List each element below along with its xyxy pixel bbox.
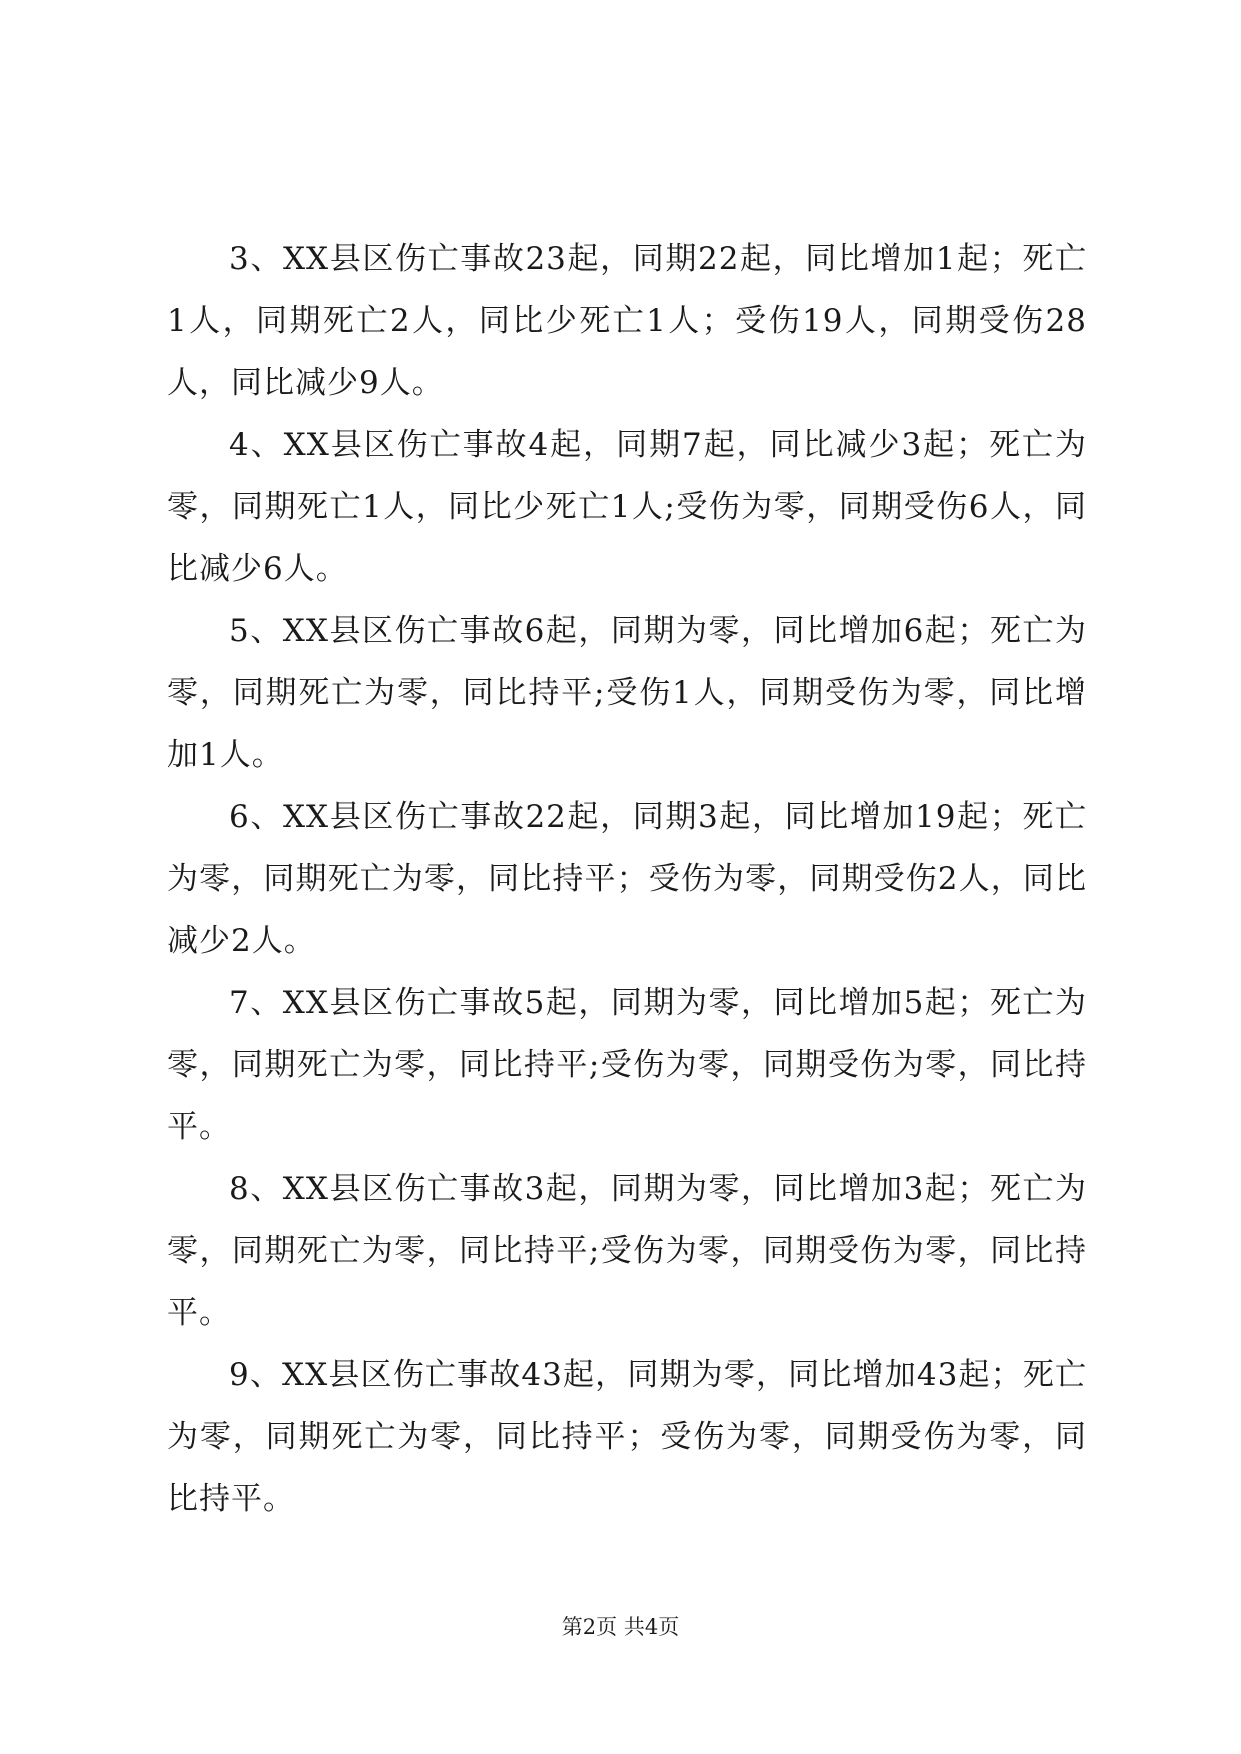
paragraph-item-8: 8、XX县区伤亡事故3起，同期为零，同比增加3起；死亡为零，同期死亡为零，同比持平;受伤为零，同期受伤为零，同比持平。 — [167, 1171, 1087, 1331]
paragraph-item-7: 7、XX县区伤亡事故5起，同期为零，同比增加5起；死亡为零，同期死亡为零，同比持平;受伤为零，同期受伤为零，同比持平。 — [167, 985, 1087, 1145]
document-body — [167, 228, 1087, 1530]
paragraph-item-9: 9、XX县区伤亡事故43起，同期为零，同比增加43起；死亡为零，同期死亡为零，同比持平；受伤为零，同期受伤为零，同比持平。 — [167, 1357, 1087, 1517]
page-number-footer: 第2页 共4页 — [561, 1615, 680, 1639]
paragraph-item-3: 3、XX县区伤亡事故23起，同期22起，同比增加1起；死亡1人，同期死亡2人，同比少死亡1人；受伤19人，同期受伤28人，同比减少9人。 — [167, 241, 1087, 401]
paragraph-item-4: 4、XX县区伤亡事故4起，同期7起，同比减少3起；死亡为零，同期死亡1人，同比少死亡1人;受伤为零，同期受伤6人，同比减少6人。 — [167, 427, 1087, 587]
paragraph-item-5: 5、XX县区伤亡事故6起，同期为零，同比增加6起；死亡为零，同期死亡为零，同比持平;受伤1人，同期受伤为零，同比增加1人。 — [167, 613, 1087, 773]
paragraph-item-6: 6、XX县区伤亡事故22起，同期3起，同比增加19起；死亡为零，同期死亡为零，同比持平；受伤为零，同期受伤2人，同比减少2人。 — [167, 799, 1087, 959]
